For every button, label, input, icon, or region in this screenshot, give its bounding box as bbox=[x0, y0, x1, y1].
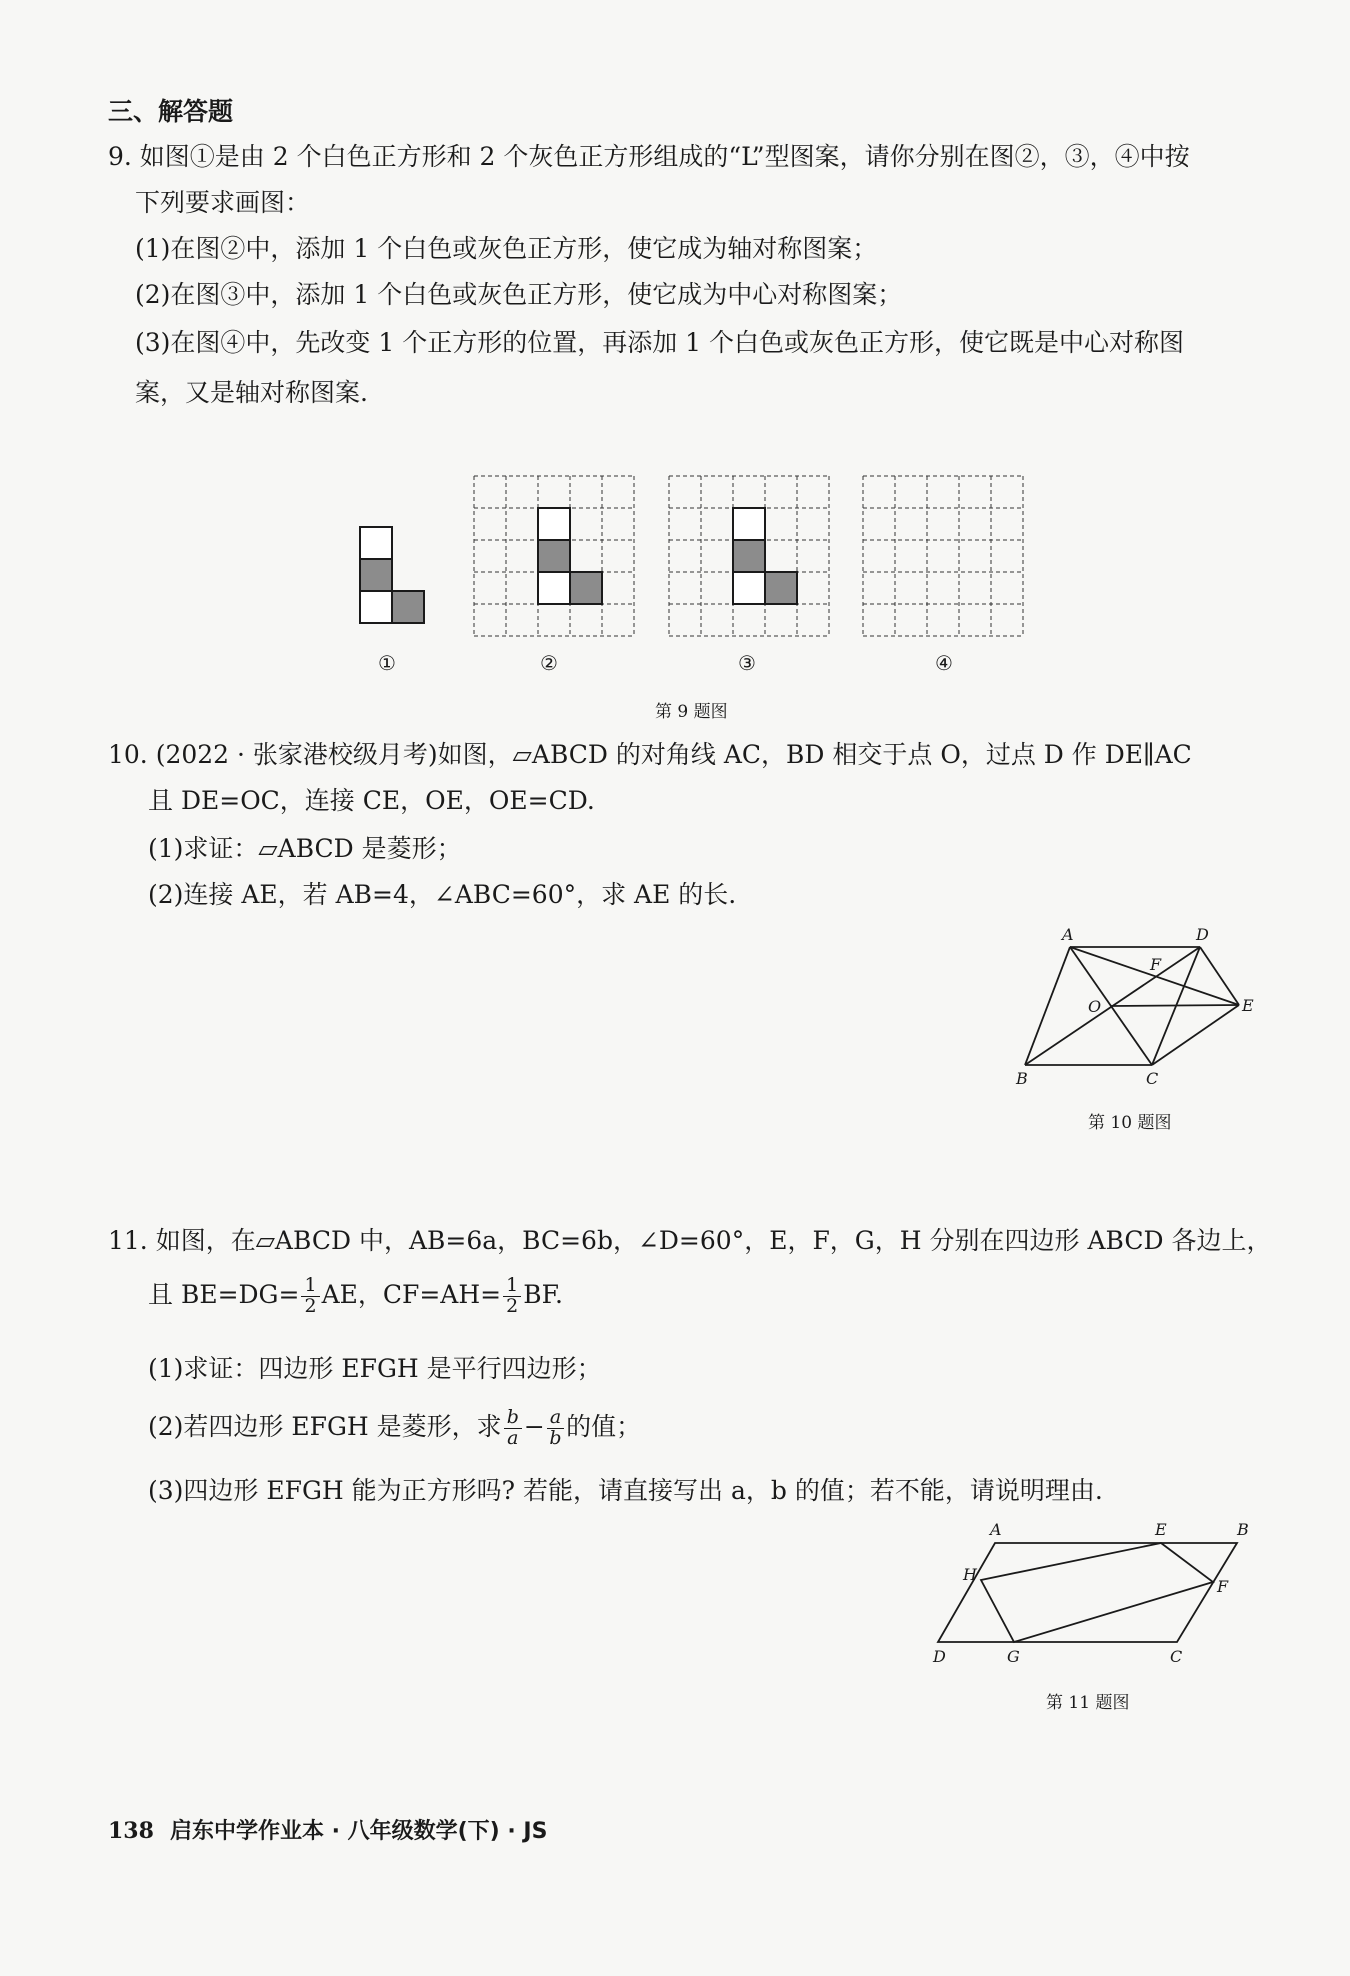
white-square bbox=[733, 572, 765, 604]
page-footer bbox=[108, 1814, 547, 1845]
q10-line-2: 且 DE=OC，连接 CE，OE，OE=CD. bbox=[148, 786, 595, 815]
q11-frac-a-over-b: $\frac{a}{b}$ bbox=[547, 1408, 564, 1449]
q11-line-2-a: 且 BE=DG= bbox=[148, 1279, 300, 1309]
q11-point-g: G bbox=[1007, 1647, 1020, 1666]
q9-figure-2-grid bbox=[472, 474, 636, 638]
q10-point-a: A bbox=[1062, 925, 1074, 944]
q11-point-a: A bbox=[990, 1520, 1002, 1539]
gray-square bbox=[765, 572, 797, 604]
q11-part-2 bbox=[148, 1408, 641, 1449]
q11-frac-half-2: $\frac{1}{2}$ bbox=[503, 1276, 521, 1317]
q10-figure bbox=[1010, 920, 1260, 1090]
q11-line-2 bbox=[148, 1276, 563, 1317]
q11-point-h: H bbox=[963, 1565, 977, 1584]
q11-frac-half-1: $\frac{1}{2}$ bbox=[301, 1276, 319, 1317]
q10-caption: 第 10 题图 bbox=[1088, 1113, 1172, 1133]
q10-part-1: (1)求证：▱ABCD 是菱形； bbox=[148, 834, 462, 863]
q10-line-1: 10. (2022 · 张家港校级月考)如图，▱ABCD 的对角线 AC，BD 相交于点 O，过点 D 作 DE∥AC bbox=[108, 740, 1192, 769]
q10-point-f: F bbox=[1150, 955, 1162, 974]
q11-part-1: (1)求证：四边形 EFGH 是平行四边形； bbox=[148, 1354, 602, 1383]
q10-point-d: D bbox=[1196, 925, 1209, 944]
q9-line-2: 下列要求画图： bbox=[135, 188, 311, 217]
q9-line-1: 9. 如图①是由 2 个白色正方形和 2 个灰色正方形组成的“L”型图案，请你分别在图②，③，④中按 bbox=[108, 142, 1190, 171]
q9-part-3: (3)在图④中，先改变 1 个正方形的位置，再添加 1 个白色或灰色正方形，使它既是中心对称图 bbox=[135, 328, 1185, 357]
q11-line-1: 11. 如图，在▱ABCD 中，AB=6a，BC=6b，∠D=60°，E，F，G，H 分别在四边形 ABCD 各边上， bbox=[108, 1226, 1272, 1255]
q11-part-3: (3)四边形 EFGH 能为正方形吗? 若能，请直接写出 a，b 的值；若不能，请说明理由. bbox=[148, 1476, 1103, 1505]
q9-figure-3-grid bbox=[667, 474, 831, 638]
q11-line-2-c: BF. bbox=[523, 1279, 563, 1309]
q9-label-4: ④ bbox=[935, 651, 953, 675]
q11-point-c: C bbox=[1170, 1647, 1183, 1666]
q11-caption: 第 11 题图 bbox=[1046, 1693, 1130, 1713]
white-square bbox=[733, 508, 765, 540]
q9-part-1: (1)在图②中，添加 1 个白色或灰色正方形，使它成为轴对称图案； bbox=[135, 234, 878, 263]
white-square bbox=[538, 572, 570, 604]
gray-square bbox=[538, 540, 570, 572]
page-number: 138 bbox=[108, 1818, 154, 1844]
gray-square bbox=[570, 572, 602, 604]
q11-part-2-a: (2)若四边形 EFGH 是菱形，求 bbox=[148, 1411, 502, 1441]
q11-frac-b-over-a: $\frac{b}{a}$ bbox=[504, 1408, 522, 1449]
q9-label-1: ① bbox=[378, 651, 396, 675]
q10-point-c: C bbox=[1146, 1069, 1159, 1088]
q9-label-2: ② bbox=[540, 651, 558, 675]
q11-line-2-b: AE，CF=AH= bbox=[321, 1279, 502, 1309]
book-title: 启东中学作业本 · 八年级数学(下) · JS bbox=[169, 1819, 548, 1844]
section-title: 三、解答题 bbox=[108, 97, 234, 126]
q10-point-e: E bbox=[1242, 996, 1254, 1015]
q10-point-o: O bbox=[1088, 997, 1102, 1016]
q11-figure bbox=[925, 1520, 1255, 1670]
q10-part-2: (2)连接 AE，若 AB=4，∠ABC=60°，求 AE 的长. bbox=[148, 880, 737, 909]
q11-point-f: F bbox=[1217, 1577, 1229, 1596]
q10-point-b: B bbox=[1016, 1069, 1028, 1088]
q9-label-3: ③ bbox=[738, 651, 756, 675]
q11-point-e: E bbox=[1155, 1520, 1167, 1539]
q11-point-b: B bbox=[1237, 1520, 1249, 1539]
gray-square bbox=[733, 540, 765, 572]
q9-caption: 第 9 题图 bbox=[655, 702, 728, 722]
q9-part-2: (2)在图③中，添加 1 个白色或灰色正方形，使它成为中心对称图案； bbox=[135, 280, 903, 309]
q9-figure-4-grid bbox=[861, 474, 1025, 638]
q11-part-2-b: 的值； bbox=[566, 1411, 642, 1441]
q11-minus: − bbox=[523, 1411, 545, 1441]
q9-part-3-cont: 案，又是轴对称图案. bbox=[135, 378, 368, 407]
q11-point-d: D bbox=[933, 1647, 946, 1666]
white-square bbox=[538, 508, 570, 540]
q9-figure-1 bbox=[355, 520, 430, 630]
